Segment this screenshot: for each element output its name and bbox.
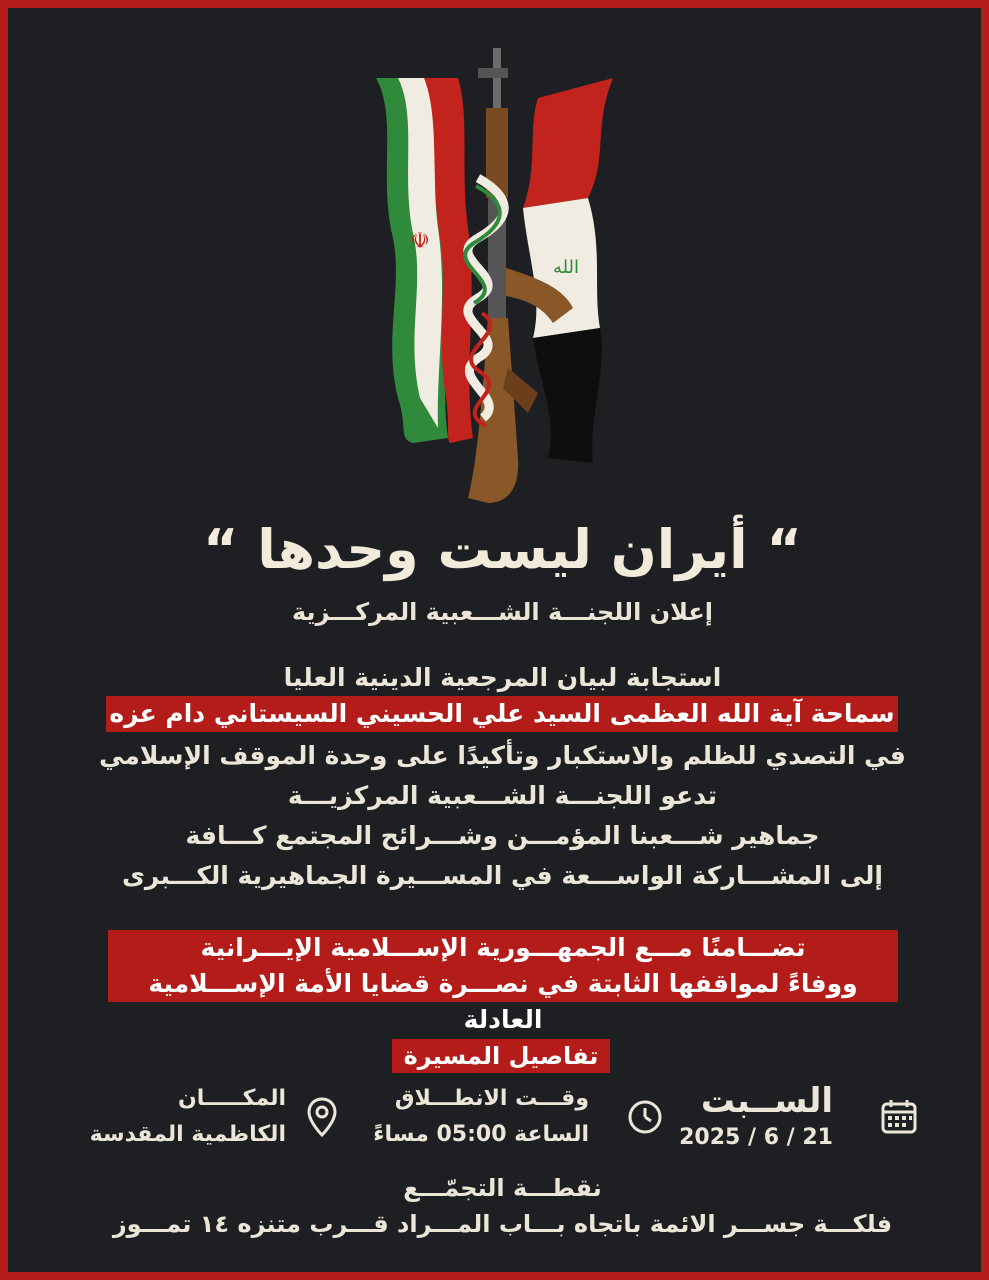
statement-line-2: سماحة آية الله العظمى السيد علي الحسيني السيستاني دام عزه	[109, 699, 895, 728]
clock-icon	[626, 1098, 664, 1136]
start-time-label: وقـــت الانطـــلاق	[394, 1086, 589, 1111]
place-label: المكـــــان	[178, 1086, 286, 1111]
start-time-value: الساعة 05:00 مساءً	[373, 1122, 589, 1147]
statement-line-3: في التصدي للظلم والاستكبار وتأكيدًا على وحدة الموقف الإسلامي	[99, 741, 906, 770]
gathering-point-value: فلكـــة جســـر الائمة باتجاه بـــاب المـــراد قـــرب متنزه ١٤ تمـــوز	[112, 1210, 893, 1238]
highlight-line-2: ووفاءً لمواقفها الثابتة في نصـــرة قضايا الأمة الإســـلامية العادلة	[148, 969, 858, 1034]
event-day: الســبت	[700, 1081, 833, 1121]
statement-line-1: استجابة لبيان المرجعية الدينية العليا	[283, 663, 722, 692]
gathering-point-label: نقطـــة التجمّـــع	[403, 1174, 602, 1202]
calendar-icon	[880, 1098, 918, 1136]
highlight-banner-loyalty	[108, 966, 898, 1034]
details-title: تفاصيل المسيرة	[403, 1042, 599, 1070]
details-title-badge	[392, 1039, 610, 1073]
location-pin-icon	[306, 1096, 338, 1138]
highlight-banner-solidarity	[108, 930, 898, 966]
place-value: الكاظمية المقدسة	[89, 1122, 286, 1147]
flags-and-rifle-artwork	[338, 38, 628, 518]
svg-text:☫: ☫	[410, 229, 430, 254]
highlight-line-1: تضـــامنًا مـــع الجمهـــورية الإســـلامية الإيـــرانية	[200, 933, 806, 962]
statement-line-5: جماهير شـــعبنا المؤمـــن وشـــرائح المجتمع كـــافة	[185, 821, 820, 850]
statement-line-4: تدعو اللجنـــة الشـــعبية المركزيـــة	[287, 781, 718, 810]
highlight-banner-sistani	[106, 696, 898, 732]
event-date: 21 / 6 / 2025	[679, 1125, 833, 1150]
iraq-flag	[523, 78, 613, 463]
statement-line-6: إلى المشـــاركة الواســـعة في المســـيرة الجماهيرية الكـــبرى	[122, 861, 883, 890]
iran-flag	[376, 78, 473, 443]
main-title: “ أيران ليست وحدها “	[203, 518, 802, 581]
subtitle: إعلان اللجنـــة الشـــعبية المركـــزية	[292, 598, 713, 626]
svg-text:الله: الله	[552, 257, 580, 278]
